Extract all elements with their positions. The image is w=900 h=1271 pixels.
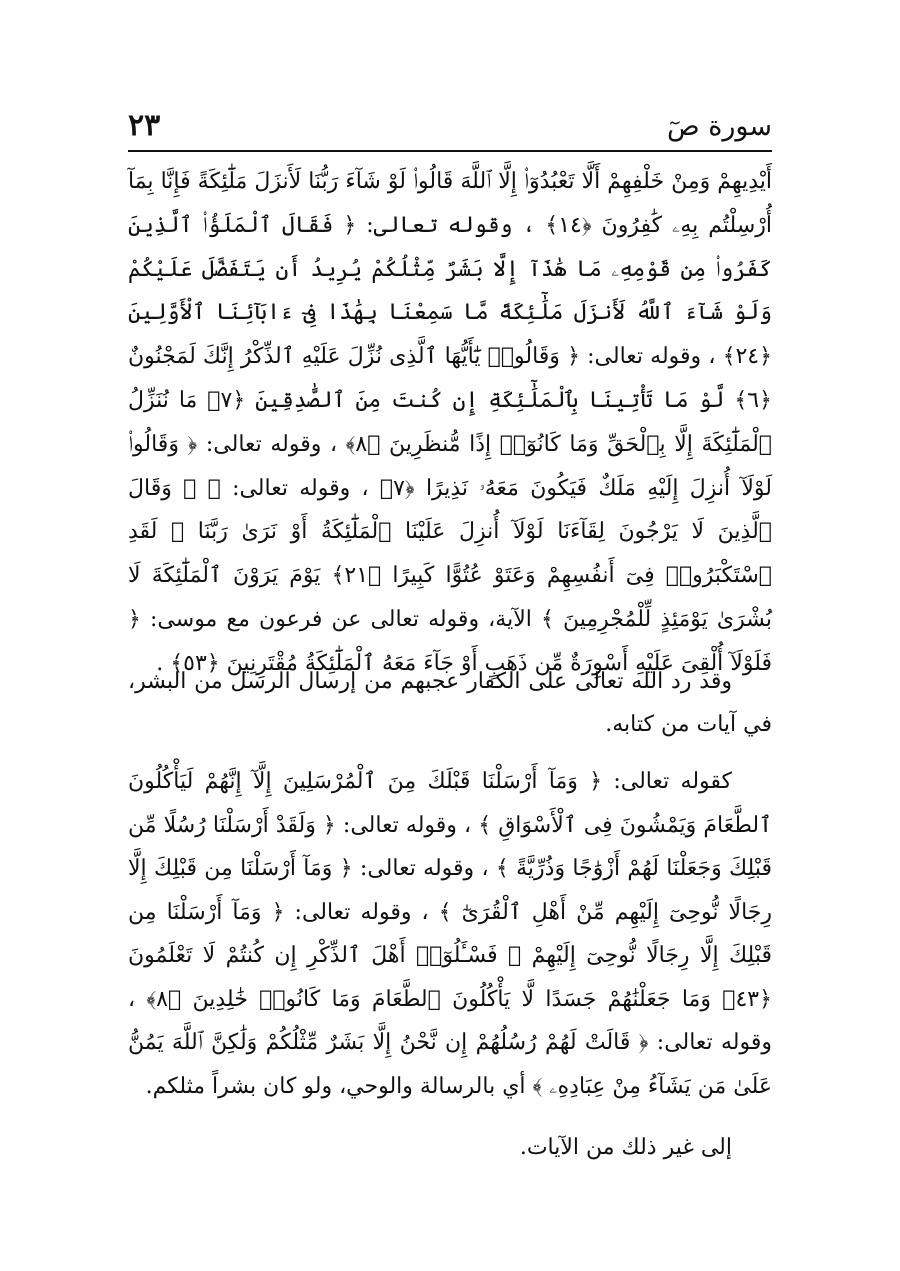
running-title: سورة صٓ [667, 111, 772, 142]
paragraph-quran-messengers: كقوله تعالى: ﴿ وَمَآ أَرْسَلْنَا قَبْلَكَ مِنَ ٱلْمُرْسَلِينَ إِلَّآ إِنَّهُمْ لَيَأْكُلُونَ ٱلطَّعَامَ وَيَمْشُونَ فِى ٱلْأَسْوَاقِ ﴾ ، وقوله تعالى: ﴿ وَلَقَدْ أَرْسَلْنَا رُسُلًا مِّن قَبْلِكَ وَجَعَلْنَا لَهُمْ أَزْوَٰجًا وَذُرِّيَّةً ﴾ ، وقوله تعالى: ﴿ وَمَآ أَرْسَلْنَا مِن قَبْلِكَ إِلَّا رِجَالًا نُّوحِىٓ إِلَيْهِم مِّنْ أَهْلِ ٱلْقُرَىٰٓ ﴾ ، وقوله تعالى: ﴿ وَمَآ أَرْسَلْنَا مِن قَبْلِكَ إِلَّا رِجَالًا نُّوحِىٓ إِلَيْهِمْ ۚ فَسْـَٔلُوٓا۟ أَهْلَ ٱلذِّكْرِ إِن كُنتُمْ لَا تَعْلَمُونَ ﴿٤٣﴾ وَمَا جَعَلْنَٰهُمْ جَسَدًا لَّا يَأْكُلُونَ ٱلطَّعَامَ وَمَا كَانُوا۟ خَٰلِدِينَ ﴿٨﴾ ، وقوله تعالى: ﴿ قَالَتْ لَهُمْ رُسُلُهُمْ إِن نَّحْنُ إِلَّا بَشَرٌ مِّثْلُكُمْ وَلَٰكِنَّ ٱللَّهَ يَمُنُّ عَلَىٰ مَن يَشَآءُ مِنْ عِبَادِهِۦ ﴾ أي بالرسالة والوحي، ولو كان بشراً مثلكم. [128, 769, 772, 1099]
paragraph-quran-angels: أَيْدِيهِمْ وَمِنْ خَلْفِهِمْ أَلَّا تَعْبُدُوٓا۟ إِلَّا ٱللَّهَ قَالُوا۟ لَوْ شَآءَ رَبُّنَا لَأَنزَلَ مَلَٰٓئِكَةً فَإِنَّا بِمَآ أُرْسِلْتُم بِهِۦ كَٰفِرُونَ ﴿١٤﴾ ، وقوله تعالى: ﴿ فَقَالَ ٱلْمَلَؤُا۟ ٱلَّذِينَ كَفَرُوا۟ مِن قَوْمِهِۦ مَا هَٰذَآ إِلَّا بَشَرٌ مِّثْلُكُمْ يُرِيدُ أَن يَتَفَضَّلَ عَلَيْكُمْ وَلَوْ شَآءَ ٱللَّهُ لَأَنزَلَ مَلَٰٓئِكَةً مَّا سَمِعْنَا بِهَٰذَا فِىٓ ءَابَآئِنَا ٱلْأَوَّلِينَ ﴿٢٤﴾ ، وقوله تعالى: ﴿ وَقَالُوا۟ يَٰٓأَيُّهَا ٱلَّذِى نُزِّلَ عَلَيْهِ ٱلذِّكْرُ إِنَّكَ لَمَجْنُونٌ ﴿٦﴾ لَّوْ مَا تَأْتِينَا بِٱلْمَلَٰٓئِكَةِ إِن كُنتَ مِنَ ٱلصَّٰدِقِينَ ﴿٧﴾ مَا نُنَزِّلُ ٱلْمَلَٰٓئِكَةَ إِلَّا بِٱلْحَقِّ وَمَا كَانُوٓا۟ إِذًا مُّنظَرِينَ ﴿٨﴾ ، وقوله تعالى: ﴿ وَقَالُوا۟ لَوْلَآ أُنزِلَ إِلَيْهِ مَلَكٌ فَيَكُونَ مَعَهُۥ نَذِيرًا ﴿٧﴾ ، وقوله تعالى: ﴿ ۞ وَقَالَ ٱلَّذِينَ لَا يَرْجُونَ لِقَآءَنَا لَوْلَآ أُنزِلَ عَلَيْنَا ٱلْمَلَٰٓئِكَةُ أَوْ نَرَىٰ رَبَّنَا ۗ لَقَدِ ٱسْتَكْبَرُوا۟ فِىٓ أَنفُسِهِمْ وَعَتَوْ عُتُوًّا كَبِيرًا ﴿٢١﴾ يَوْمَ يَرَوْنَ ٱلْمَلَٰٓئِكَةَ لَا بُشْرَىٰ يَوْمَئِذٍ لِّلْمُجْرِمِينَ ﴾ الآية، وقوله تعالى عن فرعون مع موسى: ﴿ فَلَوْلَآ أُلْقِىَ عَلَيْهِ أَسْوِرَةٌ مِّن ذَهَبٍ أَوْ جَآءَ مَعَهُ ٱلْمَلَٰٓئِكَةُ مُقْتَرِنِينَ ﴿٥٣﴾ . [128, 169, 773, 676]
paragraph-response: وقد رد الله تعالى على الكفار عجبهم من إرسال الرسل من البشر، في آيات من كتابه. [128, 669, 772, 737]
page-number: ٢٣ [128, 108, 161, 143]
header-rule [128, 150, 772, 152]
paragraph-closing: إلى غير ذلك من الآيات. [519, 1135, 732, 1160]
page-header [128, 104, 772, 148]
